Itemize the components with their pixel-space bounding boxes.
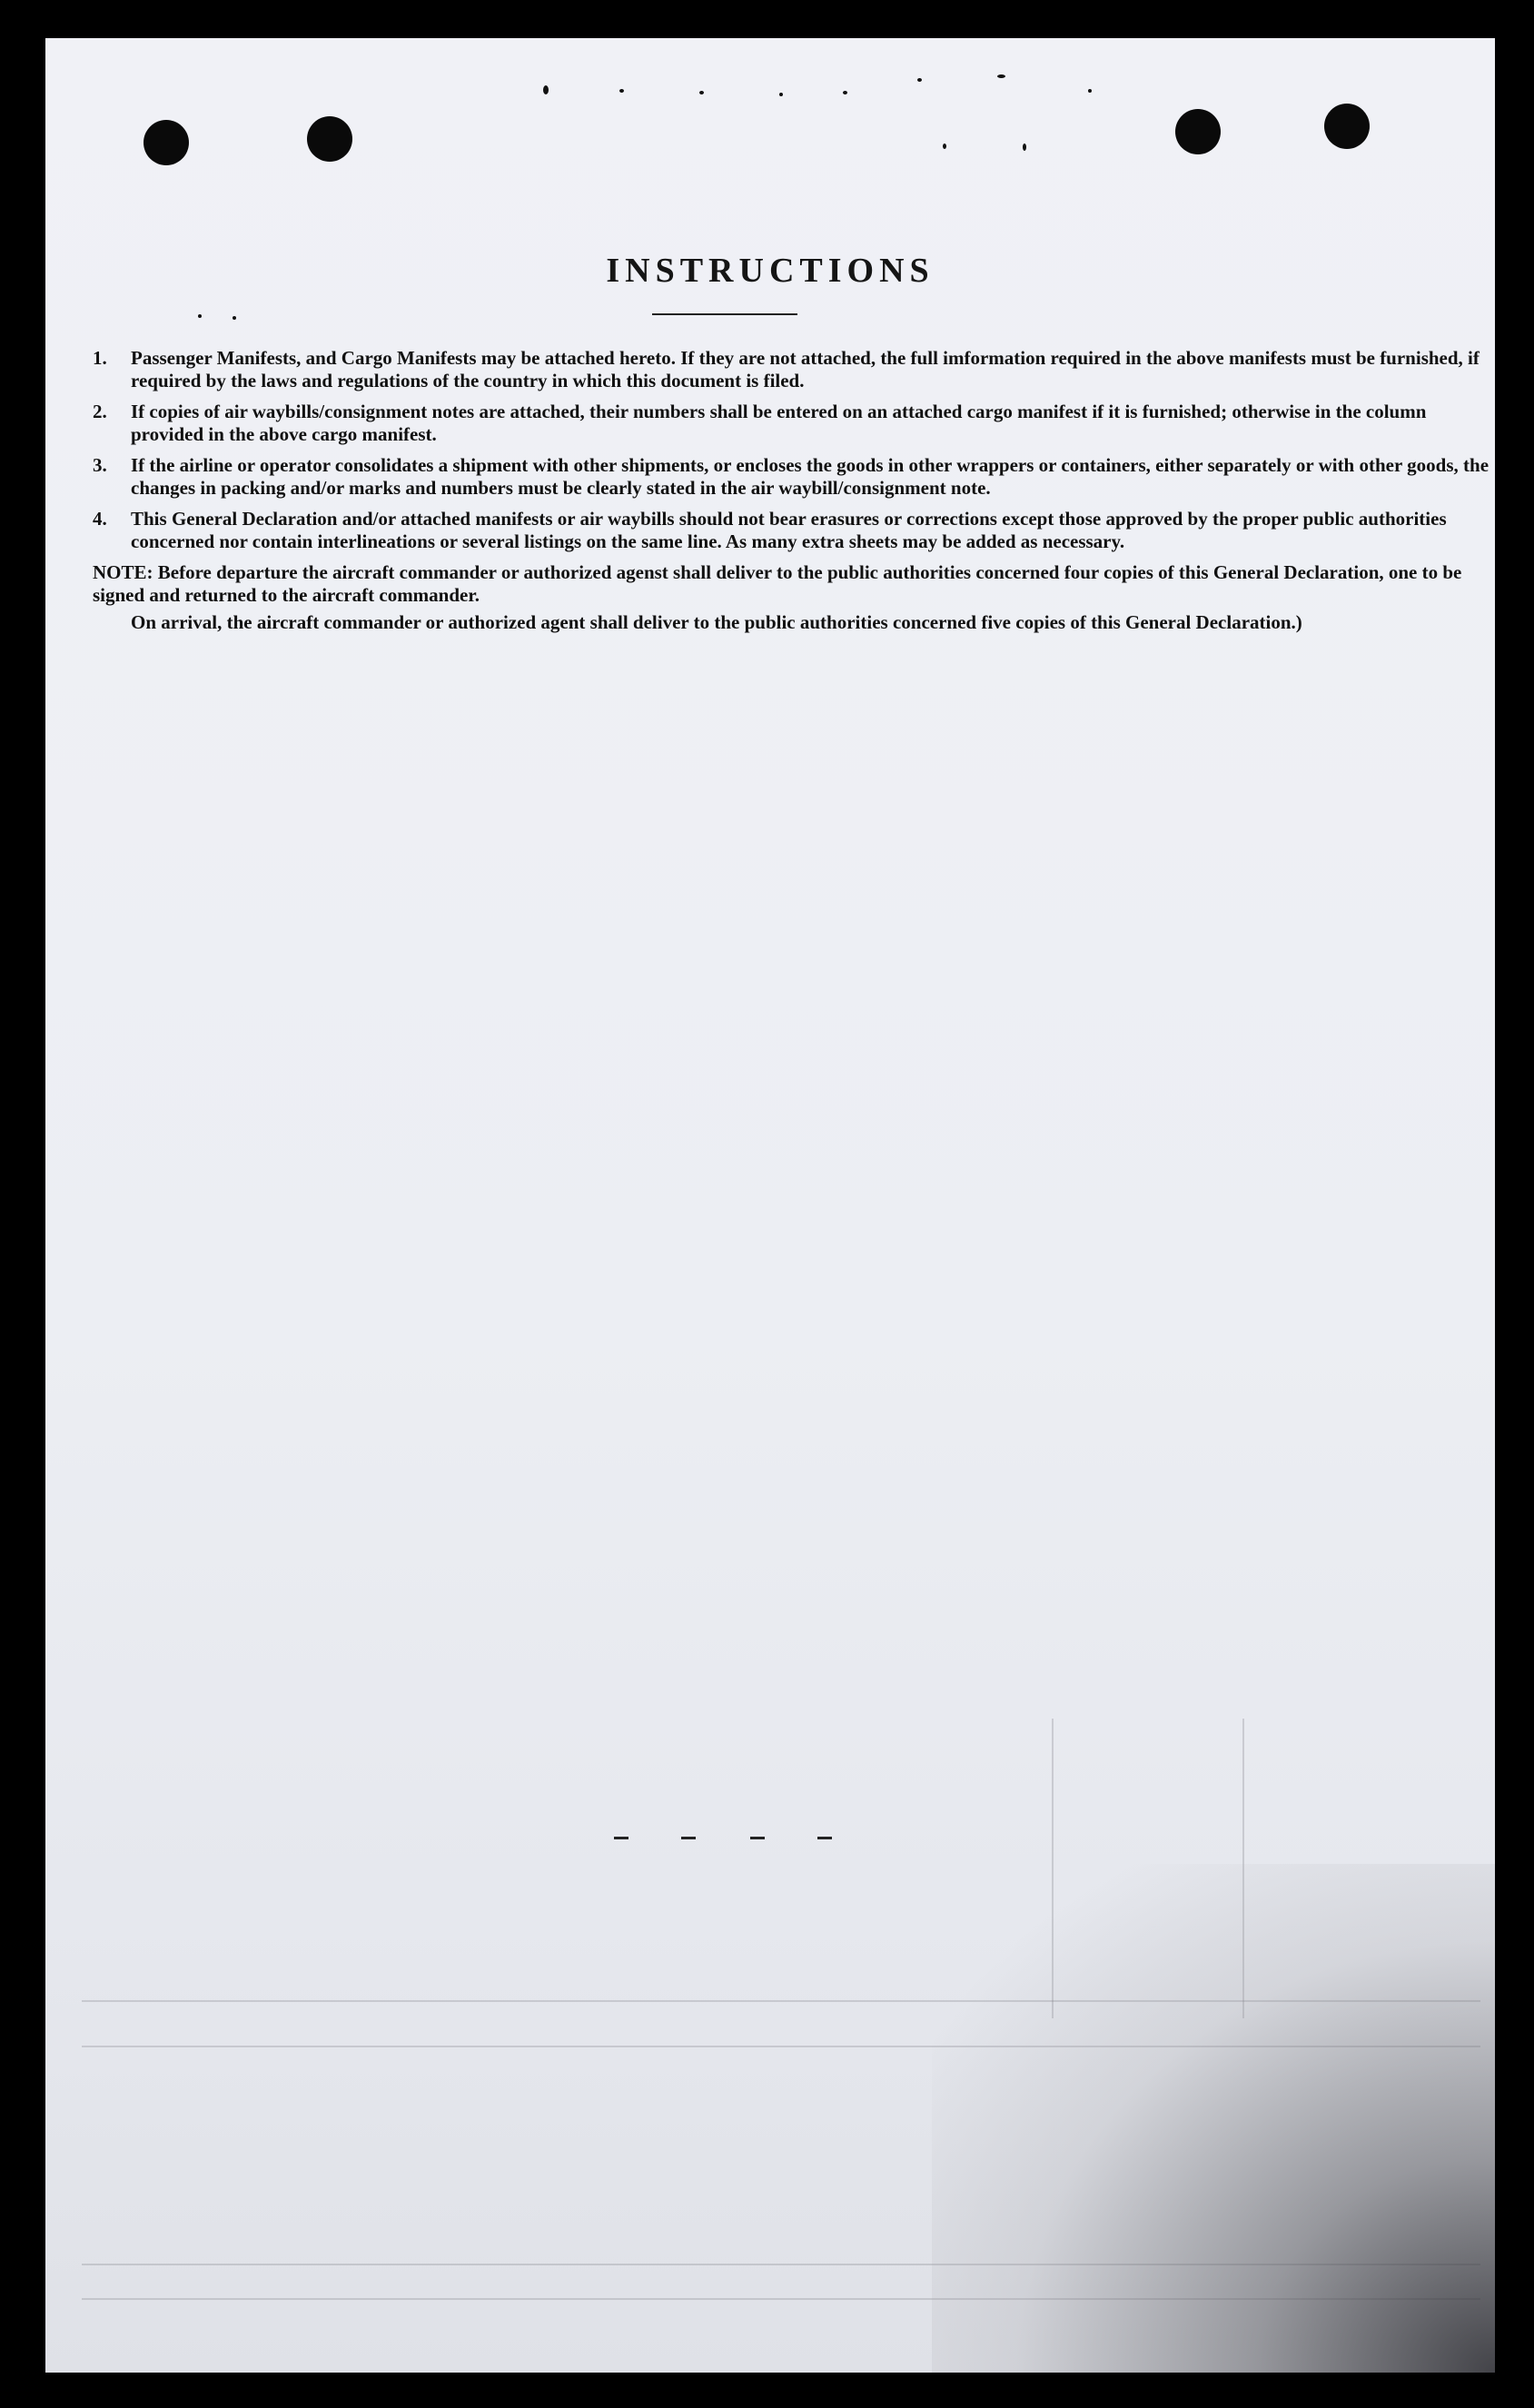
bleed-through-line	[82, 2264, 1480, 2265]
item-text: If copies of air waybills/consignment notes are attached, their numbers shall be entered on an attached cargo manifest if it is furnished; otherwise in the column provided in the above cargo manifest.	[131, 401, 1427, 445]
punch-hole-2	[307, 116, 352, 162]
item-text: If the airline or operator consolidates a shipment with other shipments, or encloses the goods in other wrappers or containers, either separately or with other goods, the changes in packing and/or marks and numbers must be clearly stated in the air waybill/consignment note.	[131, 454, 1489, 499]
note-label: NOTE:	[93, 561, 153, 583]
ink-speck	[943, 144, 946, 149]
dash-mark	[817, 1837, 832, 1839]
ink-speck	[779, 93, 783, 96]
ink-speck	[699, 91, 704, 94]
document-page	[45, 38, 1495, 2373]
instruction-item	[93, 401, 1491, 446]
bleed-through-line	[82, 2046, 1480, 2047]
instructions-title: INSTRUCTIONS	[606, 252, 935, 290]
instructions-list	[93, 347, 1491, 634]
dash-mark	[614, 1837, 628, 1839]
ink-speck	[1023, 144, 1026, 151]
bleed-through-line	[1052, 1719, 1054, 2018]
note-paragraph	[93, 561, 1491, 607]
punch-hole-1	[144, 120, 189, 165]
item-text: Passenger Manifests, and Cargo Manifests may be attached hereto. If they are not attached, the full imformation required in the above manifests must be furnished, if required by the laws and regulations of the country in which this document is filed.	[131, 347, 1480, 391]
ink-speck	[543, 85, 549, 94]
ink-speck	[917, 78, 922, 82]
bleed-through-line	[82, 2298, 1480, 2300]
ink-speck	[997, 74, 1005, 78]
punch-hole-3	[1175, 109, 1221, 154]
item-text: This General Declaration and/or attached manifests or air waybills should not bear erasures or corrections except those approved by the proper public authorities concerned nor contain interlineations or several listings on the same line. As many extra sheets may be added as necessary.	[131, 508, 1447, 552]
ink-speck	[619, 89, 624, 93]
item-number: 3.	[93, 454, 107, 476]
title-underline	[652, 313, 797, 315]
punch-hole-4	[1324, 104, 1370, 149]
ink-speck	[1088, 89, 1092, 93]
dash-mark	[681, 1837, 696, 1839]
item-number: 2.	[93, 401, 107, 422]
item-number: 4.	[93, 508, 107, 530]
instruction-item	[93, 508, 1491, 553]
bleed-through-line	[1242, 1719, 1244, 2018]
bleed-through-line	[82, 2000, 1480, 2002]
instruction-item	[93, 347, 1491, 392]
note-arrival: On arrival, the aircraft commander or authorized agent shall deliver to the public authorities concerned five copies of this General Declaration.)	[131, 611, 1302, 633]
scan-shadow	[932, 1864, 1495, 2373]
item-number: 1.	[93, 347, 107, 369]
ink-speck	[198, 314, 202, 318]
dash-mark	[750, 1837, 765, 1839]
ink-speck	[233, 316, 236, 320]
note-text: Before departure the aircraft commander or authorized agenst shall deliver to the public authorities concerned four copies of this General Declaration, one to be signed and returned to the aircraft commander.	[93, 561, 1462, 606]
ink-speck	[843, 91, 847, 94]
instruction-item	[93, 454, 1491, 500]
